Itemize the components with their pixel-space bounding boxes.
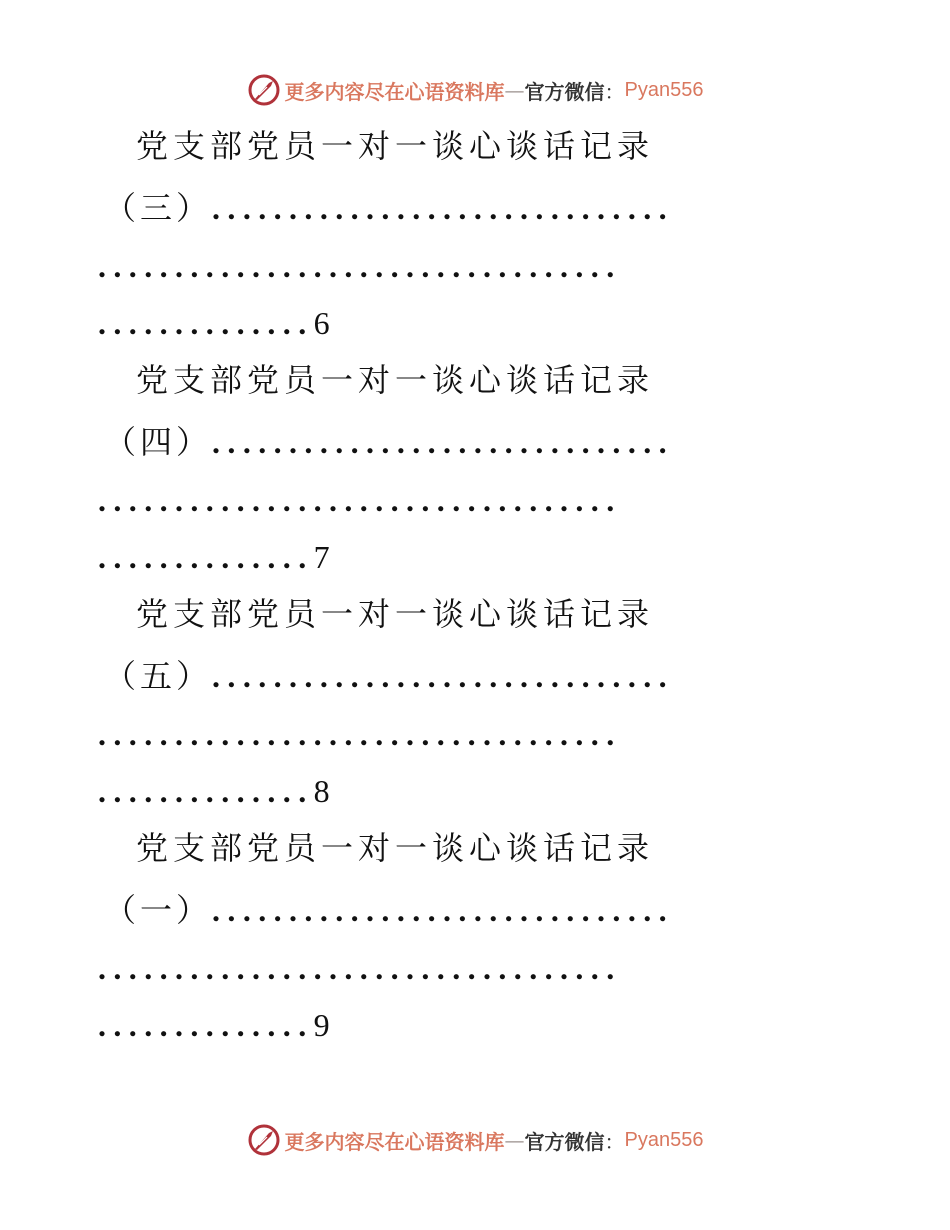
banner-site-text: 更多内容尽在心语资料库: [284, 1129, 505, 1154]
toc-leader-dots: ..............................: [212, 424, 675, 460]
toc-leader-dots: ..............................: [212, 892, 675, 928]
toc-page-number[interactable]: 9: [313, 1007, 330, 1043]
banner-separator: —: [504, 78, 525, 102]
toc-leader-line: [98, 1005, 843, 1045]
banner-wechat-label: 官方微信: [524, 79, 605, 104]
toc-entry-number-line: [104, 422, 849, 462]
toc-leader-dots: ..................................: [98, 950, 622, 986]
banner-colon: ：: [604, 1129, 625, 1154]
banner-wechat-label: 官方微信: [524, 1129, 605, 1154]
toc-entry-number-line: [104, 188, 849, 228]
toc-leader-line: [98, 480, 843, 520]
toc-leader-dots: ..............: [98, 305, 314, 341]
toc-leader-dots: ..............................: [212, 658, 675, 694]
toc-leader-dots: ..................................: [98, 248, 622, 284]
toc-page-number[interactable]: 8: [313, 773, 330, 809]
toc-leader-dots: ..............: [98, 539, 314, 575]
toc-leader-line: [98, 714, 843, 754]
toc-entry-number-line: [104, 890, 849, 930]
toc-leader-dots: ..............................: [212, 190, 675, 226]
footer-banner: [0, 1120, 950, 1160]
toc-leader-line: [98, 537, 843, 577]
banner-separator: —: [504, 1128, 525, 1152]
toc-leader-line: [98, 948, 843, 988]
toc-entry-title[interactable]: 党支部党员一对一谈心谈话记录: [136, 829, 655, 867]
toc-leader-line: [98, 303, 843, 343]
toc-entry-number: （四）: [104, 423, 213, 461]
toc-leader-line: [98, 771, 843, 811]
toc-entry-number: （五）: [104, 657, 213, 695]
banner-site-text: 更多内容尽在心语资料库: [284, 79, 505, 104]
toc-page-number[interactable]: 7: [313, 539, 330, 575]
toc-entry-number: （一）: [104, 891, 213, 929]
toc-leader-line: [98, 246, 843, 286]
quill-logo-icon: [247, 1123, 281, 1157]
toc-entry-number-line: [104, 656, 849, 696]
toc-entry-title[interactable]: 党支部党员一对一谈心谈话记录: [136, 127, 655, 165]
banner-colon: ：: [604, 79, 625, 104]
header-banner: [0, 70, 950, 110]
toc-page-number[interactable]: 6: [313, 305, 330, 341]
toc-entry-title[interactable]: 党支部党员一对一谈心谈话记录: [136, 595, 655, 633]
banner-wechat-id: Pyan556: [624, 1128, 704, 1151]
toc-leader-dots: ..............: [98, 1007, 314, 1043]
toc-entry-number: （三）: [104, 189, 213, 227]
toc-entry-title[interactable]: 党支部党员一对一谈心谈话记录: [136, 361, 655, 399]
toc-leader-dots: ..............: [98, 773, 314, 809]
toc-leader-dots: ..................................: [98, 482, 622, 518]
banner-wechat-id: Pyan556: [624, 78, 704, 101]
quill-logo-icon: [247, 73, 281, 107]
toc-leader-dots: ..................................: [98, 716, 622, 752]
